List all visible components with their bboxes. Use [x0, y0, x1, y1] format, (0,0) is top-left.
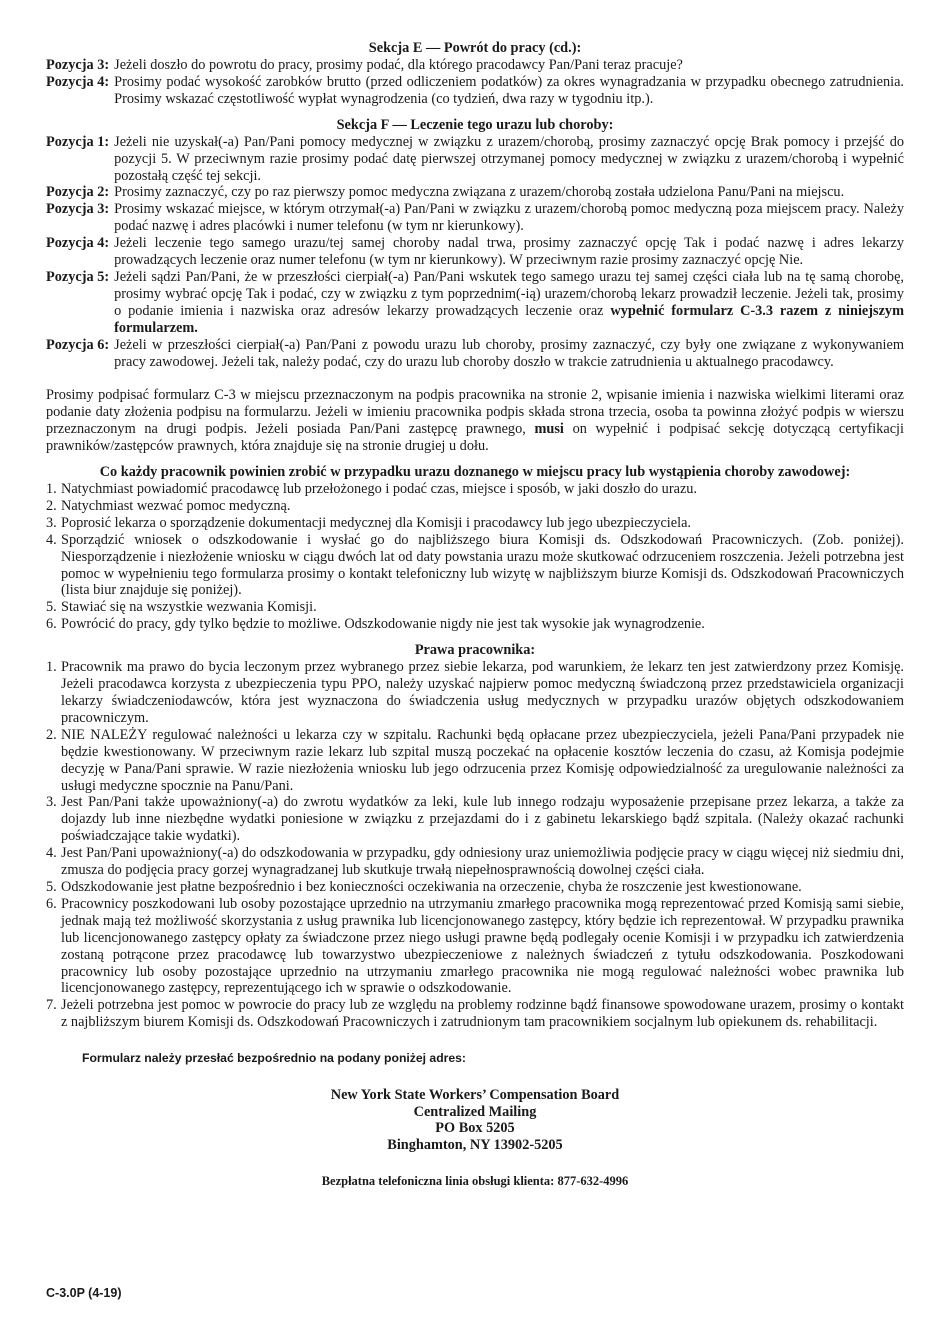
item-text: Jeżeli nie uzyskał(-a) Pan/Pani pomocy medycznej w związku z urazem/chorobą, prosimy zaznaczyć opcję Brak pomocy i przejść do pozycji 5. W przeciwnym razie prosimy podać datę pierwszej otrzymanej pomocy medycznej w związku z urazem/chorobą i wypełnić pozostałą część tej sekcji.	[114, 133, 904, 184]
section-f-item	[46, 184, 904, 201]
mailing-address	[46, 1087, 904, 1153]
list-item	[46, 481, 904, 498]
document-page	[46, 40, 904, 1190]
item-text	[114, 269, 904, 337]
item-text: Jeżeli doszło do powrotu do pracy, prosimy podać, dla którego pracodawcy Pan/Pani teraz pracuje?	[114, 57, 683, 73]
item-text: Prosimy zaznaczyć, czy po raz pierwszy pomoc medyczna związana z urazem/chorobą została udzielona Panu/Pani na miejscu.	[114, 184, 845, 201]
list-number: 5.	[46, 599, 57, 616]
item-label: Pozycja 3:	[46, 57, 110, 73]
list-text: Natychmiast wezwać pomoc medyczną.	[61, 497, 291, 514]
list-item	[46, 515, 904, 532]
section-f-item	[46, 235, 904, 269]
signature-paragraph	[46, 387, 904, 455]
address-line: New York State Workers’ Compensation Board	[330, 1087, 620, 1104]
list-item	[46, 727, 904, 795]
list-item	[46, 845, 904, 879]
list-item	[46, 997, 904, 1031]
item-text-main: Jeżeli sądzi Pan/Pani, że w przeszłości cierpiał(-a) Pan/Pani wskutek tego samego urazu tej samej części ciała lub na tę samą chorobę, prosimy wybrać opcję Tak i podać, czy w związku z tym poprzednim(-ią) urazem/chorobą lekarz prowadził leczenie. Jeżeli tak, prosimy o podanie imienia i nazwiska oraz adresów lekarzy prowadzących leczenie oraz	[114, 268, 904, 319]
list-number: 3.	[46, 514, 57, 531]
list-number: 7.	[46, 997, 57, 1014]
mailing-note: Formularz należy przesłać bezpośrednio na podany poniżej adres:	[82, 1051, 466, 1066]
phone-line: Bezpłatna telefoniczna linia obsługi klienta: 877-632-4996	[321, 1174, 629, 1189]
section-f-item	[46, 269, 904, 337]
list-text: Jest Pan/Pani upoważniony(-a) do odszkodowania w przypadku, gdy odniesiony uraz uniemożliwia podjęcie pracy w ciągu więcej niż siedmiu dni, zmusza do podjęcia pracy gorzej wynagradzanej lub skutkuje trwałą niepełnosprawnością dowolnej części ciała.	[61, 845, 904, 879]
item-label: Pozycja 4:	[46, 235, 110, 252]
list-item	[46, 599, 904, 616]
list-text: Odszkodowanie jest płatne bezpośrednio i bez konieczności oczekiwania na orzeczenie, chyba że roszczenie jest kwestionowane.	[61, 878, 802, 895]
item-label: Pozycja 5:	[46, 268, 110, 285]
list-text: Pracownik ma prawo do bycia leczonym przez wybranego przez siebie lekarza, pod warunkiem, że lekarz ten jest zatwierdzony przez Komisję. Jeżeli pracodawca korzysta z ubezpieczenia typu PPO, należy uzyskać najpierw pomoc medyczną świadczoną przez przedstawiciela organizacji lekarzy świadczeniodawców, która jest wyznaczona do świadczenia usług medycznych w przypadku urazów objętych odszkodowaniem pracowniczym.	[61, 659, 904, 726]
item-text-bold: wypełnić formularz C-3.3 razem z niniejszym formularzem.	[114, 302, 904, 336]
section-e-item	[46, 57, 904, 74]
list-number: 3.	[46, 794, 57, 811]
worker-rights-list	[46, 659, 904, 1031]
item-text: Prosimy wskazać miejsce, w którym otrzymał(-a) Pan/Pani w związku z urazem/chorobą pomoc medyczną poza miejscem pracy. Należy podać nazwę i adres placówki i numer telefonu (w tym nr kierunkowy).	[114, 201, 904, 235]
worker-rights-heading: Prawa pracownika:	[414, 642, 536, 659]
list-item	[46, 794, 904, 845]
address-line: PO Box 5205	[435, 1120, 515, 1137]
item-label: Pozycja 1:	[46, 133, 110, 150]
list-item	[46, 616, 904, 633]
list-text: Pracownicy poszkodowani lub osoby pozostające uprzednio na utrzymaniu zmarłego pracownika mogą reprezentować przed Komisją sami siebie, jednak mają też możliwość skorzystania z usług prawnika lub licencjonowanego zastępcy, który będzie ich reprezentował. W przypadku prawnika lub licencjonowanego zastępcy opłaty za świadczone przez niego usługi prawne będą podlegały ocenie Komisji i w przypadku ich zatwierdzenia zostaną potrącone przez pracodawcę lub towarzystwo ubezpieczeniowe z należnych świadczeń z tytułu odszkodowania. Poszkodowani pracownicy lub osoby pozostające uprzednio na utrzymaniu zmarłego pracownika nie mogą regulować należności wobec prawnika lub licencjonowanego zastępcy, reprezentującego ich w sprawie o odszkodowanie.	[61, 895, 904, 997]
list-item	[46, 532, 904, 600]
worker-steps-heading: Co każdy pracownik powinien zrobić w przypadku urazu doznanego w miejscu pracy lub wystąpienia choroby zawodowej:	[99, 464, 851, 481]
item-label: Pozycja 2:	[46, 184, 110, 201]
list-text: Jest Pan/Pani także upoważniony(-a) do zwrotu wydatków za leki, kule lub innego rodzaju wyposażenie przepisane przez lekarza, a także za dojazdy lub inne niezbędne wydatki poniesione w związku z przejazdami do i z gabinetu lekarskiego bądź szpitala. (Należy okazać rachunki poświadczające takie wydatki).	[61, 794, 904, 845]
signature-paragraph-before: Prosimy podpisać formularz C-3 w miejscu przeznaczonym na podpis pracownika na stronie 2, wpisanie imienia i nazwiska wielkimi literami oraz podanie daty złożenia podpisu na formularzu. Jeżeli w imieniu pracownika podpis składa strona trzecia, osoba ta powinna złożyć podpis w wierszu przeznaczonym na drugi podpis. Jeżeli posiada Pan/Pani zastępcę prawnego,	[46, 387, 904, 438]
list-text: Stawiać się na wszystkie wezwania Komisji.	[61, 599, 317, 616]
section-e-item	[46, 74, 904, 108]
list-number: 2.	[46, 497, 57, 514]
list-number: 5.	[46, 878, 57, 895]
address-line: Centralized Mailing	[413, 1103, 537, 1120]
worker-steps-list	[46, 481, 904, 633]
section-e-heading: Sekcja E — Powrót do pracy (cd.):	[368, 40, 582, 56]
list-text: Jeżeli potrzebna jest pomoc w powrocie do pracy lub ze względu na problemy rodzinne bądź finansowe spowodowane urazem, prosimy o kontakt z najbliższym biurem Komisji ds. Odszkodowań Pracowniczych i zatrudnionym tam pracownikiem socjalnym lub opiekunem ds. rehabilitacji.	[61, 997, 904, 1031]
list-item	[46, 498, 904, 515]
list-text: Powrócić do pracy, gdy tylko będzie to możliwe. Odszkodowanie nigdy nie jest tak wysokie jak wynagrodzenie.	[61, 616, 705, 633]
list-text: Natychmiast powiadomić pracodawcę lub przełożonego i podać czas, miejsce i sposób, w jaki doszło do urazu.	[61, 481, 698, 498]
item-label: Pozycja 4:	[46, 73, 110, 90]
list-text: Sporządzić wniosek o odszkodowanie i wysłać go do najbliższego biura Komisji ds. Odszkodowań Pracowniczych. (Zob. poniżej). Niesporządzenie i niezłożenie wniosku w ciągu dwóch lat od daty powstania urazu może skutkować odrzuceniem roszczenia. Jeżeli potrzebna jest pomoc w wypełnieniu tego formularza prosimy o kontakt telefoniczny lub wizytę w najbliższym biurze Komisji ds. Odszkodowań Pracowniczych (lista biur znajduje się poniżej).	[61, 531, 904, 599]
form-code: C-3.0P (4-19)	[46, 1286, 122, 1300]
item-text: Prosimy podać wysokość zarobków brutto (przed odliczeniem podatków) za okres wynagradzania w przypadku obecnego zatrudnienia. Prosimy wskazać częstotliwość wypłat wynagrodzenia (co tydzień, dwa razy w tygodniu itp.).	[114, 73, 904, 107]
list-text: NIE NALEŻY regulować należności u lekarza czy w szpitalu. Rachunki będą opłacane przez ubezpieczyciela, jeżeli Pana/Pani przypadek nie będzie kwestionowany. W przeciwnym razie lekarz lub szpital muszą poczekać na opłacenie kosztów leczenia do czasu, aż Komisja podejmie decyzję w Pana/Pani sprawie. W razie niezłożenia wniosku lub jego odrzucenia przez Komisję odpowiedzialność za uregulowanie należności za usługi medyczne spocznie na Panu/Pani.	[61, 726, 904, 794]
section-f-item	[46, 337, 904, 371]
section-f-heading: Sekcja F — Leczenie tego urazu lub choroby:	[336, 116, 614, 133]
list-text: Poprosić lekarza o sporządzenie dokumentacji medycznej dla Komisji i pracodawcy lub jego ubezpieczyciela.	[61, 514, 692, 531]
signature-paragraph-after: on wypełnić i podpisać sekcję dotyczącą certyfikacji prawników/zastępców prawnych, która znajduje się na stronie drugiej u dołu.	[46, 421, 905, 455]
section-f-item	[46, 201, 904, 235]
section-f-items	[46, 134, 904, 371]
list-number: 6.	[46, 895, 57, 912]
list-number: 1.	[46, 659, 57, 676]
address-line: Binghamton, NY 13902-5205	[387, 1136, 563, 1153]
section-e-items	[46, 57, 904, 108]
list-item	[46, 659, 904, 727]
list-number: 4.	[46, 531, 57, 548]
list-number: 4.	[46, 845, 57, 862]
section-f-item	[46, 134, 904, 185]
list-number: 2.	[46, 726, 57, 743]
list-number: 6.	[46, 616, 57, 633]
list-item	[46, 879, 904, 896]
list-item	[46, 896, 904, 997]
item-text: Jeżeli w przeszłości cierpiał(-a) Pan/Pani z powodu urazu lub choroby, prosimy zaznaczyć, czy były one związane z wykonywaniem pracy zawodowej. Jeżeli tak, należy podać, czy do urazu lub choroby doszło w trakcie zatrudnienia u aktualnego pracodawcy.	[114, 336, 904, 370]
item-label: Pozycja 3:	[46, 201, 110, 218]
signature-paragraph-bold: musi	[534, 421, 564, 438]
item-text: Jeżeli leczenie tego samego urazu/tej samej choroby nadal trwa, prosimy zaznaczyć opcję Tak i podać nazwę i adres lekarzy prowadzących leczenie oraz numer telefonu (w tym nr kierunkowy). W przeciwnym razie prosimy zaznaczyć opcję Nie.	[114, 235, 904, 269]
list-number: 1.	[46, 481, 57, 498]
item-label: Pozycja 6:	[46, 336, 110, 353]
